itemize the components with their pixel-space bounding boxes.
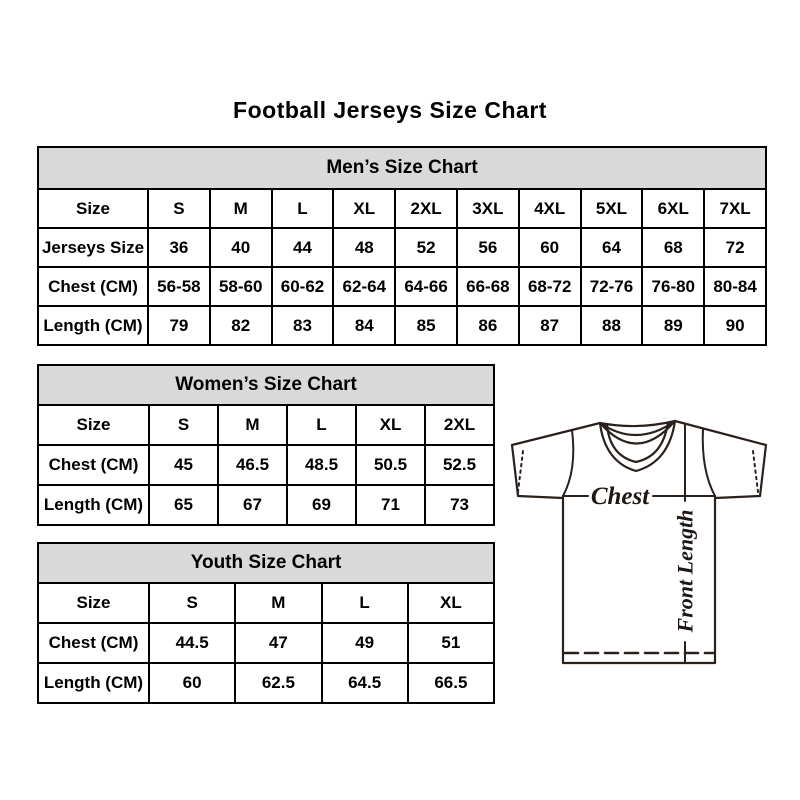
cell: S — [149, 405, 218, 445]
table-row — [38, 405, 494, 445]
cell: XL — [408, 583, 494, 623]
cell: 76-80 — [642, 267, 704, 306]
cell: 60 — [149, 663, 235, 703]
mens-table-title: Men’s Size Chart — [38, 147, 766, 189]
table-header-row — [38, 147, 766, 189]
cell: 79 — [148, 306, 210, 345]
row-label: Length (CM) — [38, 306, 148, 345]
front-length-label: Front Length — [672, 509, 698, 633]
cell: 80-84 — [704, 267, 766, 306]
cell: 85 — [395, 306, 457, 345]
cell: L — [287, 405, 356, 445]
page-title: Football Jerseys Size Chart — [233, 97, 547, 123]
jersey-left-cuff-stitch — [518, 451, 523, 492]
mens-size-table — [37, 146, 767, 346]
cell: 40 — [210, 228, 272, 267]
table-row — [38, 267, 766, 306]
cell: 83 — [272, 306, 334, 345]
cell: 2XL — [425, 405, 494, 445]
cell: 4XL — [519, 189, 581, 228]
cell: 67 — [218, 485, 287, 525]
cell: 58-60 — [210, 267, 272, 306]
cell: 60-62 — [272, 267, 334, 306]
cell: 62-64 — [333, 267, 395, 306]
cell: 71 — [356, 485, 425, 525]
cell: 44.5 — [149, 623, 235, 663]
cell: 72-76 — [581, 267, 643, 306]
cell: 50.5 — [356, 445, 425, 485]
table-row — [38, 485, 494, 525]
cell: 49 — [322, 623, 408, 663]
cell: 51 — [408, 623, 494, 663]
row-label: Chest (CM) — [38, 623, 149, 663]
cell: 65 — [149, 485, 218, 525]
row-label: Chest (CM) — [38, 445, 149, 485]
table-header-row — [38, 365, 494, 405]
cell: 87 — [519, 306, 581, 345]
table-row — [38, 445, 494, 485]
cell: M — [210, 189, 272, 228]
row-label: Size — [38, 405, 149, 445]
jersey-right-sleeve — [675, 421, 766, 498]
cell: 68-72 — [519, 267, 581, 306]
cell: S — [148, 189, 210, 228]
cell: 47 — [235, 623, 321, 663]
cell: 6XL — [642, 189, 704, 228]
cell: 88 — [581, 306, 643, 345]
cell: 5XL — [581, 189, 643, 228]
cell: 73 — [425, 485, 494, 525]
cell: 48.5 — [287, 445, 356, 485]
table-header-row — [38, 543, 494, 583]
row-label: Length (CM) — [38, 663, 149, 703]
row-label: Length (CM) — [38, 485, 149, 525]
cell: XL — [356, 405, 425, 445]
row-label: Size — [38, 583, 149, 623]
cell: 64 — [581, 228, 643, 267]
cell: 46.5 — [218, 445, 287, 485]
cell: S — [149, 583, 235, 623]
cell: 45 — [149, 445, 218, 485]
cell: 90 — [704, 306, 766, 345]
cell: M — [218, 405, 287, 445]
jersey-left-seam — [563, 430, 573, 496]
table-row — [38, 583, 494, 623]
cell: M — [235, 583, 321, 623]
womens-table-title: Women’s Size Chart — [38, 365, 494, 405]
jersey-collar-top — [600, 421, 675, 426]
table-row — [38, 189, 766, 228]
jersey-right-cuff-stitch — [753, 451, 758, 492]
table-row — [38, 623, 494, 663]
cell: 69 — [287, 485, 356, 525]
table-row — [38, 306, 766, 345]
youth-table-title: Youth Size Chart — [38, 543, 494, 583]
cell: 36 — [148, 228, 210, 267]
cell: 86 — [457, 306, 519, 345]
womens-size-table — [37, 364, 495, 526]
row-label: Size — [38, 189, 148, 228]
table-row — [38, 228, 766, 267]
cell: 89 — [642, 306, 704, 345]
table-row — [38, 663, 494, 703]
cell: 48 — [333, 228, 395, 267]
cell: 66.5 — [408, 663, 494, 703]
cell: L — [272, 189, 334, 228]
cell: 2XL — [395, 189, 457, 228]
chest-label: Chest — [590, 483, 650, 510]
cell: 60 — [519, 228, 581, 267]
cell: 66-68 — [457, 267, 519, 306]
cell: 52.5 — [425, 445, 494, 485]
cell: 64-66 — [395, 267, 457, 306]
cell: 7XL — [704, 189, 766, 228]
jersey-left-sleeve — [512, 423, 600, 498]
cell: 68 — [642, 228, 704, 267]
row-label: Jerseys Size — [38, 228, 148, 267]
cell: 72 — [704, 228, 766, 267]
cell: XL — [333, 189, 395, 228]
cell: 52 — [395, 228, 457, 267]
cell: 62.5 — [235, 663, 321, 703]
cell: 84 — [333, 306, 395, 345]
cell: 44 — [272, 228, 334, 267]
row-label: Chest (CM) — [38, 267, 148, 306]
cell: 64.5 — [322, 663, 408, 703]
cell: 3XL — [457, 189, 519, 228]
youth-size-table — [37, 542, 495, 704]
cell: 82 — [210, 306, 272, 345]
jersey-diagram — [503, 408, 771, 668]
jersey-right-seam — [703, 429, 715, 496]
cell: 56-58 — [148, 267, 210, 306]
cell: 56 — [457, 228, 519, 267]
cell: L — [322, 583, 408, 623]
